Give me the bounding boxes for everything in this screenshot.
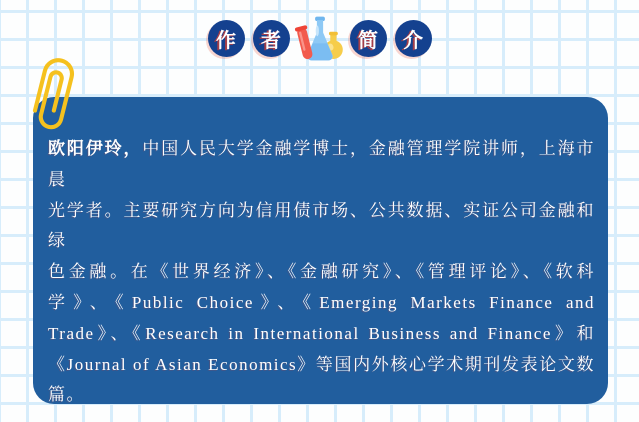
bio-line: 学》、《Public Choice》、《Emerging Markets Finance and [48, 292, 595, 312]
title-badge-jie [395, 20, 432, 57]
title-badge-label: 作 [216, 29, 236, 52]
title-badge-zuo [208, 20, 245, 57]
bio-line: 色金融。在《世界经济》、《金融研究》、《管理评论》、《软科 [48, 262, 595, 282]
title-badge-zhe [253, 20, 290, 57]
chemistry-flasks-icon [293, 13, 347, 63]
bio-line: 《Journal of Asian Economics》等国内外核心学术期刊发表论文数 [48, 354, 595, 374]
bio-line: Trade》、《Research in International Business and Finance》和 [48, 323, 595, 343]
title-badge-label: 介 [403, 29, 423, 52]
page-title [0, 13, 639, 63]
author-name: 欧阳伊玲， [48, 139, 143, 158]
bio-line: 光学者。主要研究方向为信用债市场、公共数据、实证公司金融和绿 [48, 200, 595, 251]
title-badge-label: 者 [261, 29, 281, 52]
bio-line: 篇。 [48, 385, 85, 405]
title-badge-jian [350, 20, 387, 57]
bio-line: 欧阳伊玲，中国人民大学金融学博士，金融管理学院讲师，上海市晨 [48, 139, 595, 189]
author-bio-card [33, 97, 608, 404]
title-badge-label: 简 [358, 29, 378, 52]
author-bio-text [48, 134, 595, 411]
